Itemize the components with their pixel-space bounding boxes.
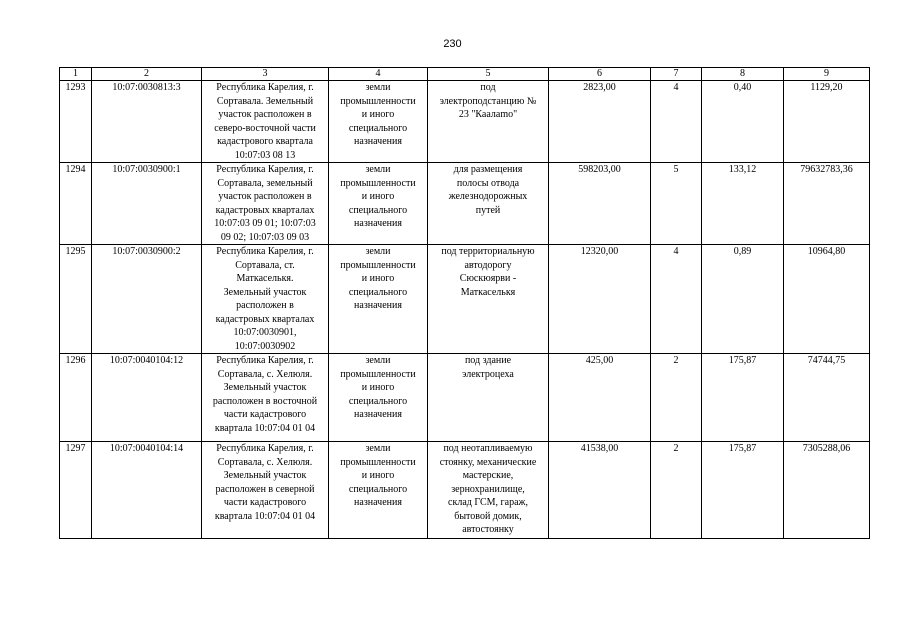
location-cell: Республика Карелия, г. Сортавала, с. Хелюля. Земельный участок расположен в восточной части кадастрового квартала 10:07:04 01 04 xyxy=(202,354,329,442)
area-cell: 2823,00 xyxy=(549,81,651,163)
column-header: 5 xyxy=(428,68,549,81)
page-number: 230 xyxy=(443,38,462,50)
table-row xyxy=(60,442,870,539)
rate-cell: 0,40 xyxy=(702,81,784,163)
row-number-cell: 1293 xyxy=(60,81,92,163)
cadastral-number-cell: 10:07:0030813:3 xyxy=(92,81,202,163)
group-cell: 4 xyxy=(651,81,702,163)
row-number-cell: 1296 xyxy=(60,354,92,442)
rate-cell: 133,12 xyxy=(702,163,784,245)
rate-cell: 175,87 xyxy=(702,442,784,539)
group-cell: 4 xyxy=(651,245,702,354)
table-header-row xyxy=(60,68,870,81)
permitted-use-cell: под территориальную автодорогу Сюскюярви - Маткаселькя xyxy=(428,245,549,354)
land-category-cell: земли промышленности и иного специального назначения xyxy=(329,354,428,442)
area-cell: 12320,00 xyxy=(549,245,651,354)
land-category-cell: земли промышленности и иного специального назначения xyxy=(329,245,428,354)
row-number-cell: 1297 xyxy=(60,442,92,539)
cadastral-value-cell: 10964,80 xyxy=(784,245,870,354)
table-row xyxy=(60,354,870,442)
row-number-cell: 1295 xyxy=(60,245,92,354)
column-header: 2 xyxy=(92,68,202,81)
land-category-cell: земли промышленности и иного специального назначения xyxy=(329,442,428,539)
table-row xyxy=(60,81,870,163)
location-cell: Республика Карелия, г. Сортавала, земельный участок расположен в кадастровых кварталах 10:07:03 09 01; 10:07:03 09 02; 10:07:03 09 03 xyxy=(202,163,329,245)
location-cell: Республика Карелия, г. Сортавала, с. Хелюля. Земельный участок расположен в северной части кадастрового квартала 10:07:04 01 04 xyxy=(202,442,329,539)
permitted-use-cell: под электроподстанцию № 23 "Каалamo" xyxy=(428,81,549,163)
area-cell: 425,00 xyxy=(549,354,651,442)
column-header: 7 xyxy=(651,68,702,81)
group-cell: 2 xyxy=(651,442,702,539)
land-registry-table xyxy=(59,67,870,539)
column-header: 1 xyxy=(60,68,92,81)
cadastral-value-cell: 7305288,06 xyxy=(784,442,870,539)
location-cell: Республика Карелия, г. Сортавала, ст. Маткаселькя. Земельный участок расположен в кадастровых кварталах 10:07:0030901, 10:07:0030902 xyxy=(202,245,329,354)
area-cell: 41538,00 xyxy=(549,442,651,539)
location-cell: Республика Карелия, г. Сортавала. Земельный участок расположен в северо-восточной части кадастрового квартала 10:07:03 08 13 xyxy=(202,81,329,163)
column-header: 3 xyxy=(202,68,329,81)
permitted-use-cell: под здание электроцеха xyxy=(428,354,549,442)
cadastral-value-cell: 74744,75 xyxy=(784,354,870,442)
column-header: 8 xyxy=(702,68,784,81)
table-row xyxy=(60,245,870,354)
group-cell: 5 xyxy=(651,163,702,245)
cadastral-number-cell: 10:07:0030900:1 xyxy=(92,163,202,245)
rate-cell: 0,89 xyxy=(702,245,784,354)
land-category-cell: земли промышленности и иного специального назначения xyxy=(329,81,428,163)
column-header: 6 xyxy=(549,68,651,81)
column-header: 9 xyxy=(784,68,870,81)
cadastral-value-cell: 1129,20 xyxy=(784,81,870,163)
rate-cell: 175,87 xyxy=(702,354,784,442)
cadastral-number-cell: 10:07:0040104:14 xyxy=(92,442,202,539)
table-row xyxy=(60,163,870,245)
cadastral-value-cell: 79632783,36 xyxy=(784,163,870,245)
cadastral-number-cell: 10:07:0040104:12 xyxy=(92,354,202,442)
area-cell: 598203,00 xyxy=(549,163,651,245)
group-cell: 2 xyxy=(651,354,702,442)
permitted-use-cell: под неотапливаемую стоянку, механические мастерские, зернохранилище, склад ГСМ, гараж, бытовой домик, автостоянку xyxy=(428,442,549,539)
cadastral-number-cell: 10:07:0030900:2 xyxy=(92,245,202,354)
permitted-use-cell: для размещения полосы отвода железнодорожных путей xyxy=(428,163,549,245)
land-category-cell: земли промышленности и иного специального назначения xyxy=(329,163,428,245)
column-header: 4 xyxy=(329,68,428,81)
row-number-cell: 1294 xyxy=(60,163,92,245)
